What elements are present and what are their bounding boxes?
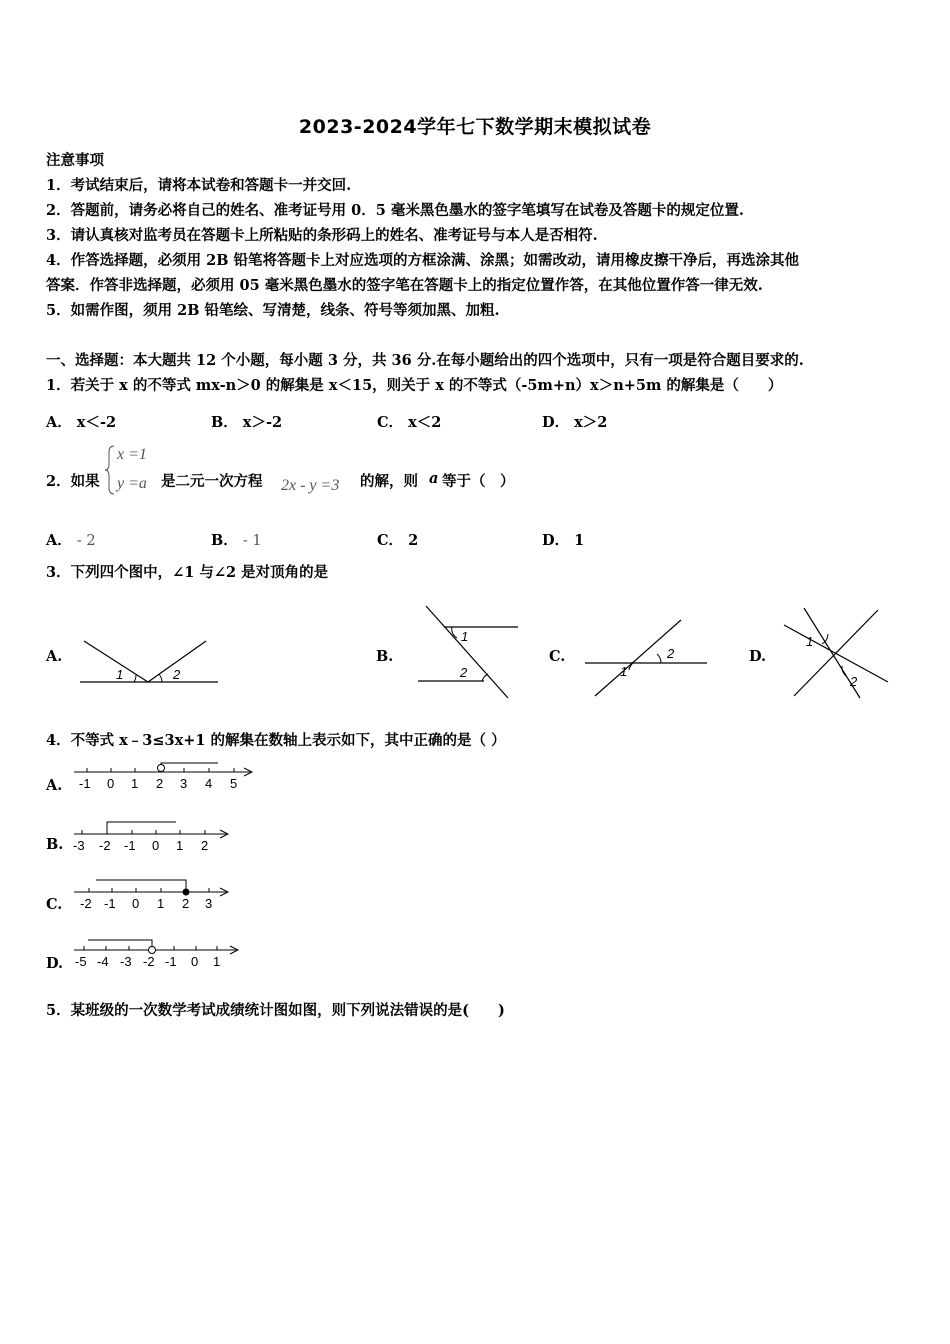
tick-label: -5 [75, 954, 87, 969]
option-value: - 2 [76, 533, 96, 549]
page-title: 2023-2024学年七下数学期末模拟试卷 [298, 116, 652, 138]
option-label: D． [542, 532, 570, 549]
q3-figure-a [78, 635, 220, 687]
tick-label: 0 [191, 954, 199, 969]
q3-figure-c [583, 616, 709, 700]
q3-label-a[interactable]: A. [46, 648, 63, 665]
tick-label: 3 [205, 896, 213, 911]
tick-label: 1 [176, 838, 184, 853]
tick-label: -4 [97, 954, 109, 969]
tick-label: -3 [120, 954, 132, 969]
question-2-middle: 是二元一次方程 [161, 473, 263, 490]
notice-item: 4．作答选择题，必须用 2B 铅笔将答题卡上对应选项的方框涂满、涂黑；如需改动，请用橡皮擦干净后，再选涂其他 [46, 252, 800, 269]
q3-label-d[interactable]: D. [749, 648, 767, 665]
q3-figure-d [780, 604, 892, 700]
angle-label: 1 [461, 629, 469, 644]
q3-figure-b [414, 604, 524, 700]
q1-option-a[interactable]: A． x＜-2 [46, 414, 117, 431]
tick-label: 2 [182, 896, 190, 911]
q2-option-c[interactable] [377, 529, 418, 550]
q4-number-line-c [70, 876, 232, 912]
q2-option-d[interactable] [542, 529, 584, 550]
notice-item: 3．请认真核对监考员在答题卡上所粘贴的条形码上的姓名、准考证号与本人是否相符. [46, 227, 598, 244]
angle-label: 2 [850, 674, 858, 689]
tick-label: 4 [205, 776, 213, 791]
tick-label: 0 [132, 896, 140, 911]
angle-label: 1 [116, 667, 124, 682]
notice-item: 2．答题前，请务必将自己的姓名、准考证号用 0．5 毫米黑色墨水的签字笔填写在试卷及答题卡的规定位置. [46, 202, 744, 219]
q4-label-c[interactable]: C. [46, 896, 63, 913]
notice-item: 1．考试结束后，请将本试卷和答题卡一并交回. [46, 177, 352, 194]
tick-label: 0 [107, 776, 115, 791]
tick-label: 1 [131, 776, 139, 791]
question-5-stem: 5．某班级的一次数学考试成绩统计图如图，则下列说法错误的是( ) [46, 1002, 505, 1019]
notice-heading: 注意事项 [46, 152, 104, 169]
variable-a: a [429, 470, 439, 487]
q4-number-line-d [70, 934, 242, 970]
question-2-suffix: 的解，则 [360, 473, 418, 490]
tick-label: -1 [79, 776, 91, 791]
q4-number-line-a [70, 760, 256, 796]
q2-option-a[interactable] [46, 529, 96, 550]
q1-option-c[interactable]: C． x＜2 [377, 414, 442, 431]
equation: 2x - y =3 [281, 477, 340, 494]
tick-label: 0 [152, 838, 160, 853]
brace-icon [104, 444, 116, 496]
system-eq-1: x =1 [117, 446, 147, 463]
tick-label: -1 [124, 838, 136, 853]
tick-label: 3 [180, 776, 188, 791]
question-4-stem: 4．不等式 x﹣3≤3x+1 的解集在数轴上表示如下，其中正确的是（ ） [46, 732, 506, 749]
angle-label: 1 [806, 634, 814, 649]
question-2-prefix: 2．如果 [46, 473, 100, 490]
q1-option-b[interactable]: B． x＞-2 [211, 414, 283, 431]
tick-label: 1 [213, 954, 221, 969]
question-3-stem: 3．下列四个图中，∠1 与∠2 是对顶角的是 [46, 564, 329, 581]
question-1-stem: 1．若关于 x 的不等式 mx-n＞0 的解集是 x＜15，则关于 x 的不等式（-5m+n）x＞n+5m 的解集是（ ） [46, 377, 783, 394]
tick-label: -2 [80, 896, 92, 911]
angle-label: 2 [173, 667, 181, 682]
tick-label: -2 [99, 838, 111, 853]
system-eq-2: y =a [117, 475, 147, 492]
q2-option-b[interactable] [211, 529, 262, 550]
tick-label: 2 [201, 838, 209, 853]
option-value: - 1 [242, 533, 262, 549]
tick-label: -2 [143, 954, 155, 969]
tick-label: -3 [73, 838, 85, 853]
option-label: A． [46, 532, 72, 549]
option-label: B． [211, 532, 238, 549]
q3-label-c[interactable]: C. [549, 648, 566, 665]
option-value: 2 [408, 532, 419, 549]
question-2-end: 等于（ ） [442, 473, 515, 490]
section-heading: 一、选择题：本大题共 12 个小题，每小题 3 分，共 36 分.在每小题给出的四个选项中，只有一项是符合题目要求的. [46, 352, 804, 369]
option-label: C． [377, 532, 404, 549]
notice-item: 5．如需作图，须用 2B 铅笔绘、写清楚，线条、符号等须加黑、加粗. [46, 302, 500, 319]
q4-label-a[interactable]: A. [46, 777, 63, 794]
tick-label: 1 [157, 896, 165, 911]
q4-label-b[interactable]: B. [46, 836, 64, 853]
q4-label-d[interactable]: D. [46, 955, 64, 972]
tick-label: -1 [165, 954, 177, 969]
notice-item: 答案．作答非选择题，必须用 05 毫米黑色墨水的签字笔在答题卡上的指定位置作答，在其他位置作答一律无效. [46, 277, 763, 294]
angle-label: 1 [620, 664, 628, 679]
tick-label: 5 [230, 776, 238, 791]
angle-label: 2 [667, 646, 675, 661]
tick-label: 2 [156, 776, 164, 791]
q4-number-line-b [70, 818, 232, 854]
option-value: 1 [574, 532, 585, 549]
q3-label-b[interactable]: B. [376, 648, 394, 665]
tick-label: -1 [104, 896, 116, 911]
angle-label: 2 [460, 665, 468, 680]
q1-option-d[interactable]: D． x＞2 [542, 414, 608, 431]
